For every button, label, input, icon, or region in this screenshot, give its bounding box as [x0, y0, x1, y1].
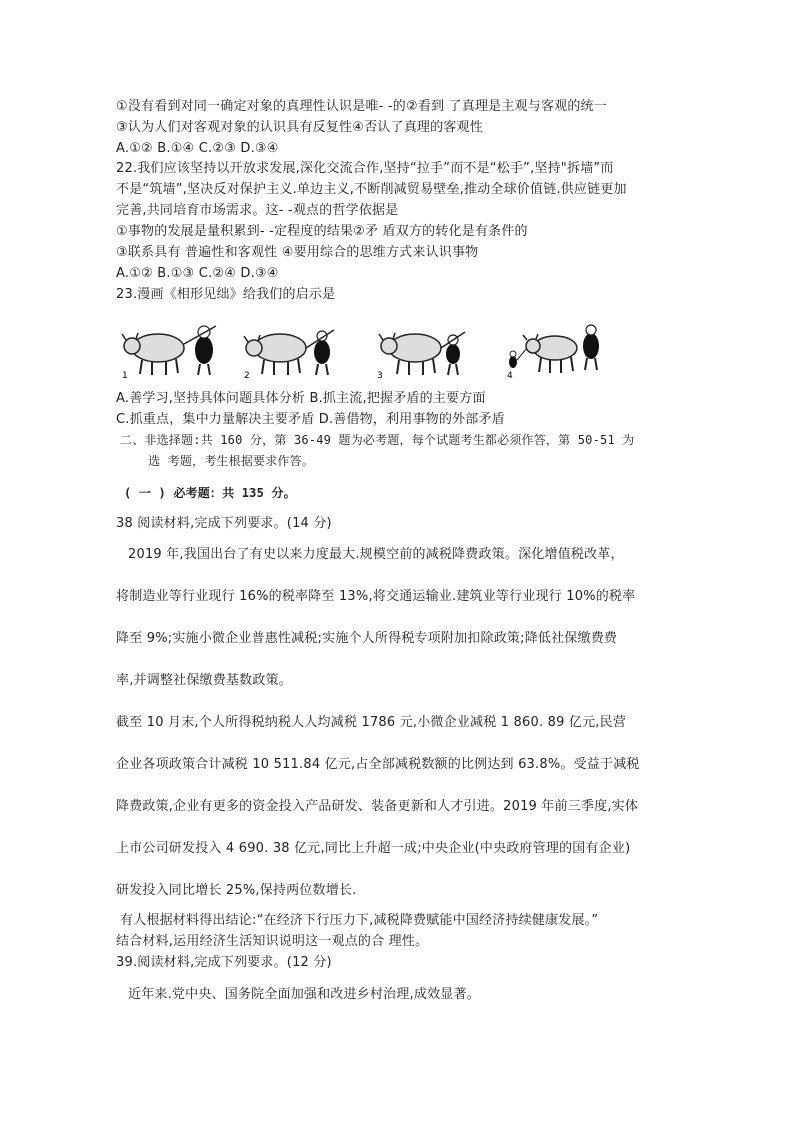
- section-2-heading-line-2: 选 考题，考生根据要求作答。: [148, 454, 315, 468]
- q38-paragraph-line-3: 降至 9%;实施小微企业普惠性减税;实施个人所得税专项附加扣除政策;降低社保缴费费: [116, 631, 618, 646]
- q38-paragraph-line-7: 降费政策,企业有更多的资金投入产品研发、装备更新和人才引进。2019 年前三季度,实体: [116, 799, 639, 814]
- comic-panel-4: [505, 318, 620, 380]
- q22-stem-line-2: 不是“筑墙”,坚决反对保护主义.单边主义,不断削减贸易壁垒,推动全球价值链.供应链更加: [116, 182, 627, 197]
- q22-stem-line-3: 完善,共同培育市场需求。这- -观点的哲学依据是: [116, 203, 399, 218]
- q23-option-line-1: A.善学习,坚持具体问题具体分析 B.抓主流,把握矛盾的主要方面: [116, 391, 486, 406]
- comic-panel-2-label: 2: [244, 371, 250, 380]
- comic-panel-1: [120, 318, 235, 380]
- q38-paragraph-line-1: 2019 年,我国出台了有史以来力度最大.规模空前的减税降费政策。深化增值税改革，: [128, 547, 624, 562]
- q38-title: 38 阅读材料,完成下列要求。(14 分): [116, 516, 332, 531]
- q22-option-line-2: ③联系具有 普遍性和客观性 ④要用综合的思维方式来认识事物: [116, 245, 479, 260]
- q38-paragraph-line-8: 上市公司研发投入 4 690. 38 亿元,同比上升超一成;中央企业(中央政府管理的国有企业): [116, 841, 631, 856]
- q38-paragraph-line-2: 将制造业等行业现行 16%的税率降至 13%,将交通运输业.建筑业等行业现行 10%的税率: [116, 589, 636, 604]
- q38-paragraph-line-5: 截至 10 月末,个人所得税纳税人人均减税 1786 元,小微企业减税 1 860. 89 亿元,民营: [116, 715, 627, 730]
- comic-panel-3-label: 3: [377, 371, 383, 380]
- q38-paragraph-line-9: 研发投入同比增长 25%,保持两位数增长.: [116, 883, 357, 898]
- q21-option-line-1: ①没有看到对同一确定对象的真理性认识是唯- -的②看到 了真理是主观与客观的统一: [116, 99, 607, 114]
- q22-stem-line-1: 22.我们应该坚持以开放求发展,深化交流合作,坚持“拉手”而不是“松手”,坚持"拆墙”而: [116, 161, 614, 176]
- comic-panel-4-label: 4: [507, 371, 513, 380]
- section-2-subheading: ( 一 ) 必考题：共 135 分。: [124, 486, 296, 500]
- q23-stem: 23.漫画《相形见绌》给我们的启示是: [116, 287, 336, 302]
- q21-choices: A.①② B.①④ C.②③ D.③④: [116, 141, 279, 156]
- q38-paragraph-line-4: 率,并调整社保缴费基数政策。: [116, 673, 292, 688]
- comic-panel-3: [375, 318, 490, 380]
- q39-paragraph-line-1: 近年来.党中央、国务院全面加强和改进乡村治理,成效显著。: [128, 987, 480, 1002]
- q22-choices: A.①② B.①③ C.②④ D.③④: [116, 266, 279, 281]
- comic-panel-2: [242, 318, 357, 380]
- comic-strip: [120, 318, 600, 380]
- q38-conclusion-line-1: 有人根据材料得出结论:“在经济下行压力下,减税降费赋能中国经济持续健康发展。”: [120, 913, 599, 928]
- q38-conclusion-line-2: 结合材料,运用经济生活知识说明这一观点的合 理性。: [116, 934, 429, 949]
- q39-title: 39.阅读材料,完成下列要求。(12 分): [116, 955, 332, 970]
- q21-option-line-2: ③认为人们对客观对象的认识具有反复性④否认了真理的客观性: [116, 120, 483, 135]
- q22-option-line-1: ①事物的发展是量积累到- -定程度的结果②矛 盾双方的转化是有条件的: [116, 224, 528, 239]
- q38-paragraph-line-6: 企业各项政策合计减税 10 511.84 亿元,占全部减税数额的比例达到 63.8%。受益于减税: [116, 757, 640, 772]
- section-2-heading-line-1: 二、非选择题:共 160 分，第 36-49 题为必考题，每个试题考生都必须作答，第 50-51 为: [120, 433, 635, 447]
- q23-option-line-2: C.抓重点，集中力量解决主要矛盾 D.善借物，利用事物的外部矛盾: [116, 412, 505, 427]
- comic-panel-1-label: 1: [122, 371, 128, 380]
